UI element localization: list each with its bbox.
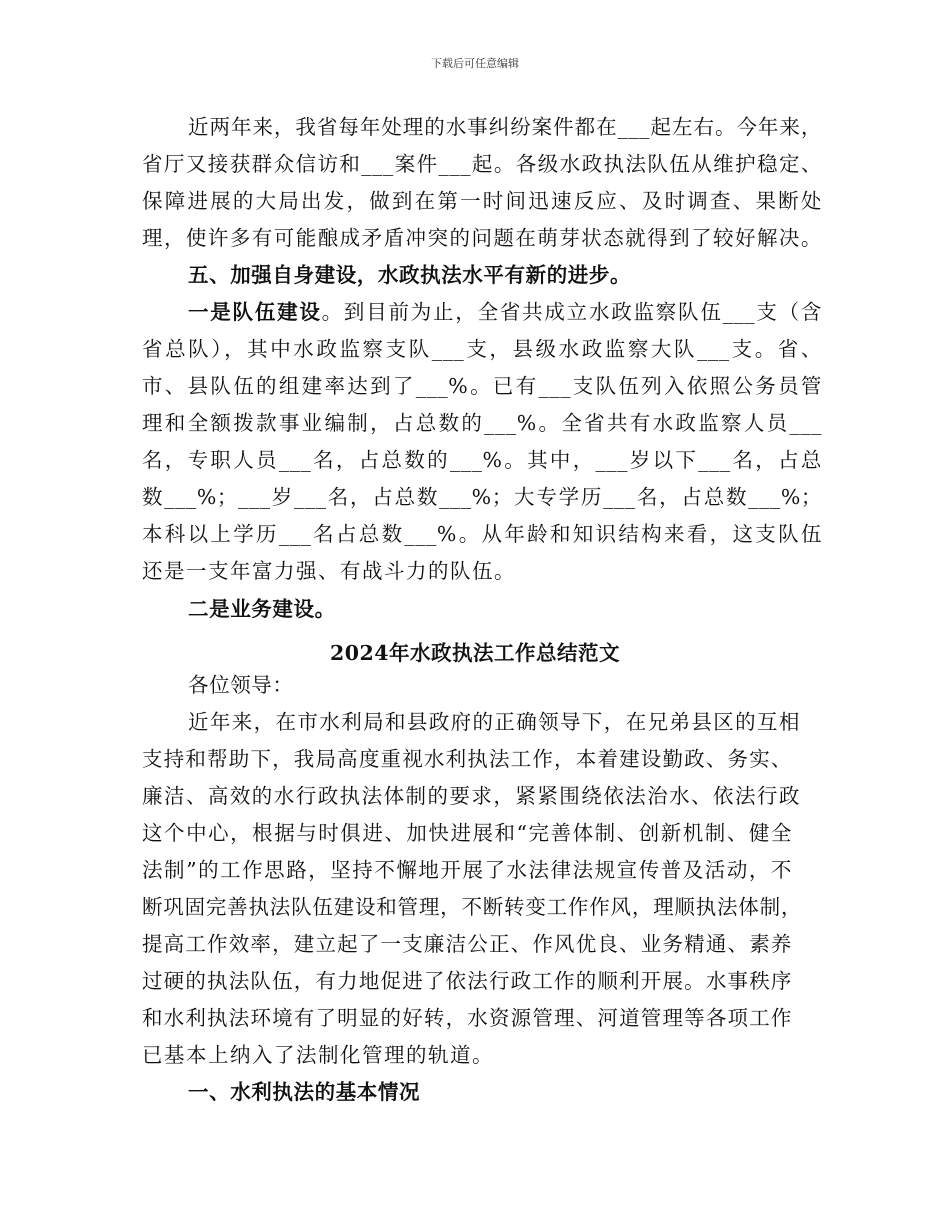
paragraph-line: 断巩固完善执法队伍建设和管理，不断转变工作作风，理顺执法体制， <box>142 895 802 919</box>
paragraph-line: 名，专职人员___名，占总数的___%。其中，___岁以下___名，占总 <box>142 448 822 472</box>
paragraph-line: 保障进展的大局出发，做到在第一时间迅速反应、及时调查、果断处 <box>142 189 822 213</box>
section-heading: 五、加强自身建设，水政执法水平有新的进步。 <box>188 263 632 287</box>
paragraph-line: 省总队），其中水政监察支队___支，县级水政监察大队___支。省、 <box>142 337 822 361</box>
paragraph-line: 理，使许多有可能酿成矛盾冲突的问题在萌芽状态就得到了较好解决。 <box>142 226 822 250</box>
paragraph-text: 。到目前为止，全省共成立水政监察队伍___支（含 <box>321 300 822 324</box>
section-heading: 一、水利执法的基本情况 <box>188 1080 421 1104</box>
run-in-heading: 一是队伍建设 <box>188 300 322 324</box>
paragraph-line: 支持和帮助下，我局高度重视水利执法工作，本着建设勤政、务实、 <box>142 747 792 771</box>
paragraph-line: 市、县队伍的组建率达到了___%。已有___支队伍列入依照公务员管 <box>142 374 822 398</box>
paragraph-line: 本科以上学历___名占总数___%。从年龄和知识结构来看，这支队伍 <box>142 522 822 546</box>
paragraph-line: 廉洁、高效的水行政执法体制的要求，紧紧围绕依法治水、依法行政 <box>142 784 800 808</box>
section-heading: 二是业务建设。 <box>188 597 336 621</box>
paragraph-line: 过硬的执法队伍，有力地促进了依法行政工作的顺利开展。水事秩序 <box>142 969 792 993</box>
paragraph-line: 提高工作效率，建立起了一支廉洁公正、作风优良、业务精通、素养 <box>142 932 792 956</box>
paragraph-line: 近两年来，我省每年处理的水事纠纷案件都在___起左右。今年来， <box>188 115 822 139</box>
paragraph-line: 法制”的工作思路，坚持不懈地开展了水法律法规宣传普及活动，不 <box>142 858 792 882</box>
paragraph-line: 近年来，在市水利局和县政府的正确领导下，在兄弟县区的互相 <box>188 710 800 734</box>
paragraph-line: 已基本上纳入了法制化管理的轨道。 <box>142 1043 494 1067</box>
document-title: 2024年水政执法工作总结范文 <box>329 641 621 665</box>
paragraph-line: 理和全额拨款事业编制，占总数的___%。全省共有水政监察人员___ <box>142 411 822 435</box>
page-header: 下载后可任意编辑 <box>431 57 519 70</box>
paragraph-line <box>188 300 822 324</box>
paragraph-line: 和水利执法环境有了明显的好转，水资源管理、河道管理等各项工作 <box>142 1006 792 1030</box>
paragraph-line: 这个中心，根据与时俱进、加快进展和“完善体制、创新机制、健全 <box>142 821 792 845</box>
paragraph-line: 省厅又接获群众信访和___案件___起。各级水政执法队伍从维护稳定、 <box>142 152 822 176</box>
paragraph-line: 数___%；___岁___名，占总数___%；大专学历___名，占总数___%； <box>142 485 822 509</box>
salutation: 各位领导： <box>188 673 294 697</box>
paragraph-line: 还是一支年富力强、有战斗力的队伍。 <box>142 559 516 583</box>
